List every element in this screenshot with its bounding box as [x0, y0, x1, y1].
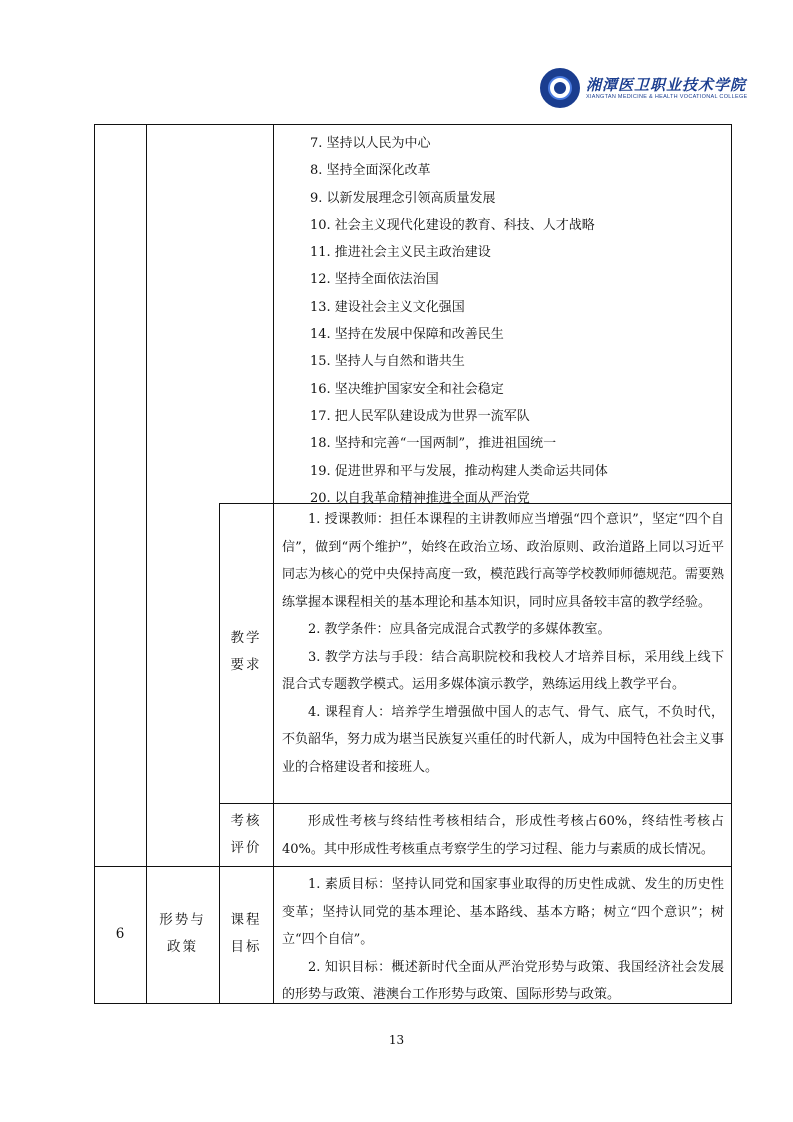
- table-border-top: [94, 124, 732, 125]
- row-divider-row6: [94, 866, 732, 867]
- paragraph: 1. 素质目标：坚持认同党和国家事业取得的历史性成就、发生的历史性变革；坚持认同党的基本理论、基本路线、基本方略；树立“四个意识”；树立“四个自信”。: [282, 877, 724, 947]
- teaching-requirements-label: [219, 625, 273, 679]
- label-line: 要求: [230, 657, 262, 673]
- assessment-content: [282, 808, 724, 863]
- paragraph: 形成性考核与终结性考核相结合，形成性考核占60%，终结性考核占40%。其中形成性考核重点考察学生的学习过程、能力与素质的成长情况。: [282, 814, 724, 857]
- list-item: 14. 坚持在发展中保障和改善民生: [310, 327, 504, 343]
- paragraph: 2. 教学条件：应具备完成混合式教学的多媒体教室。: [308, 622, 611, 637]
- list-item: 10. 社会主义现代化建设的教育、科技、人才战略: [310, 217, 595, 233]
- course-objectives-content: [282, 871, 724, 1009]
- paragraph: 1. 授课教师：担任本课程的主讲教师应当增强“四个意识”，坚定“四个自信”，做到“两个维护”，始终在政治立场、政治原则、政治道路上同以习近平同志为核心的党中央保持高度一致，模范践行高等学校教师师德规范。需要熟练掌握本课程相关的基本理论和基本知识，同时应具备较丰富的教学经验。: [282, 512, 725, 610]
- label-line: 形势与: [159, 912, 206, 928]
- table-col-divider-3: [273, 124, 274, 1004]
- college-name-en: XIANGTAN MEDICINE & HEALTH VOCATIONAL COLLEGE: [586, 94, 748, 100]
- list-item: 16. 坚决维护国家安全和社会稳定: [310, 381, 504, 397]
- college-name-cn: 湘潭医卫职业技术学院: [586, 76, 747, 94]
- list-item: 8. 坚持全面深化改革: [310, 163, 431, 179]
- table-border-right: [731, 124, 732, 1004]
- assessment-label: [219, 808, 273, 862]
- row-number: [94, 921, 146, 948]
- paragraph: 4. 课程育人：培养学生增强做中国人的志气、骨气、底气，不负时代，不负韶华，努力成为堪当民族复兴重任的时代新人，成为中国特色社会主义事业的合格建设者和接班人。: [282, 704, 725, 775]
- college-emblem-icon: [540, 68, 580, 108]
- college-logo: [540, 68, 748, 112]
- teaching-requirements-content: [282, 506, 724, 781]
- list-item: 20. 以自我革命精神推进全面从严治党: [310, 490, 530, 506]
- paragraph: 2. 知识目标：概述新时代全面从严治党形势与政策、我国经济社会发展的形势与政策、港澳台工作形势与政策、国际形势与政策。: [282, 959, 724, 1002]
- table-border-left: [94, 124, 95, 1004]
- label-line: 课程: [230, 912, 262, 928]
- list-item: 11. 推进社会主义民主政治建设: [310, 245, 491, 261]
- table-col-divider-1: [146, 124, 147, 1004]
- course-name: [146, 907, 219, 961]
- list-item: 13. 建设社会主义文化强国: [310, 299, 465, 315]
- list-item: 18. 坚持和完善“一国两制”，推进祖国统一: [310, 436, 557, 452]
- label-line: 政策: [167, 939, 198, 955]
- list-item: 19. 促进世界和平与发展，推动构建人类命运共同体: [310, 463, 608, 479]
- topic-list: [310, 130, 608, 512]
- paragraph: 3. 教学方法与手段：结合高职院校和我校人才培养目标，采用线上线下混合式专题教学模式。运用多媒体演示教学，熟练运用线上教学平台。: [282, 649, 724, 692]
- course-objectives-label: [219, 907, 273, 961]
- row-divider-requirements: [219, 803, 732, 804]
- list-item: 17. 把人民军队建设成为世界一流军队: [310, 408, 530, 424]
- list-item: 7. 坚持以人民为中心: [310, 136, 431, 151]
- label-line: 教学: [230, 630, 262, 646]
- label-line: 评价: [230, 840, 262, 856]
- list-item: 15. 坚持人与自然和谐共生: [310, 354, 465, 370]
- label-line: 考核: [230, 813, 262, 829]
- page-number: 13: [388, 1033, 405, 1047]
- label-line: 目标: [230, 939, 262, 955]
- list-item: 9. 以新发展理念引领高质量发展: [310, 190, 496, 206]
- list-item: 12. 坚持全面依法治国: [310, 272, 439, 288]
- row-number-text: 6: [115, 926, 125, 942]
